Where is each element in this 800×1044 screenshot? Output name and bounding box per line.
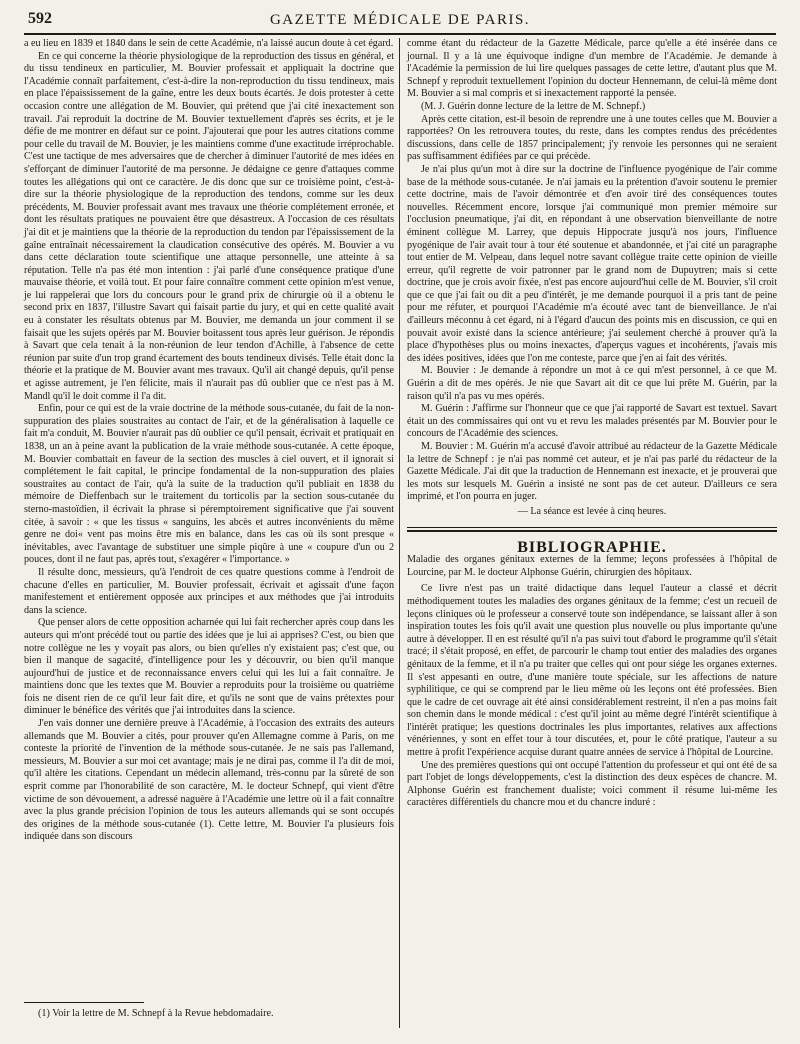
paragraph: comme étant du rédacteur de la Gazette Médicale, parce qu'elle a été insérée dans ce journal. Il y a là une équivoque indigne d'un membre de l'Académie. Je demande à l'Académie la permission de lui lire quelques passages de cette lettre, d'autant plus que M. Schnepf y reproduit textuellement l'opinion du docteur Hennemann, de celui-là même dont M. Bouvier a si mal compris et si inexactement rapporté la pensée. [407,38,777,100]
paragraph: M. Bouvier : Je demande à répondre un mot à ce qui m'est personnel, à ce que M. Guérin a dit de mes opérés. Je nie que Savart ait dit ce que lui prête M. Guérin, par la raison qu'il n'a pas vu mes opérés. [407,365,777,402]
bibliography-heading: BIBLIOGRAPHIE. [517,538,667,556]
paragraph: Que penser alors de cette opposition acharnée qui lui fait rechercher après coup dans les auteurs qui m'ont précédé tout ou partie des idées que je lui ai apprises? C'est, ou bien que notre collègue ne les y voyait pas alors, ou bien qu'elles n'y existaient pas; c'est que, ou bien il manque de sagacité, d'intelligence pour les y découvrir, ou bien qu'il manque aujourd'hui de justice et de reconnaissance envers celui qui les lui a fait connaître. Je maintiens donc que les textes que M. Bouvier a reproduits pour la troisième ou quatrième fois ne disent rien de ce qu'il leur fait dire, et qu'ils ne sont que de vains prétextes pour diminuer le bénéfice des vérités que j'ai introduites dans la science. [24,617,394,717]
header-rule [24,33,776,35]
footnote-rule [24,1002,144,1003]
paragraph: J'en vais donner une dernière preuve à l'Académie, à l'occasion des extraits des auteurs allemands que M. Bouvier a cités, pour prouver qu'en Allemagne comme à Paris, on me conteste la priorité de l'invention de la méthode sous-cutanée. Je ne sais pas l'allemand, messieurs, M. Bouvier a sur moi cet avantage; mais je ne dirai pas, comme il l'a dit de moi, qu'il altère les citations. Cependant un médecin allemand, très-connu par la sûreté de son esprit comme par l'honorabilité de son caractère, M. le docteur Schnepf, qui vient d'être victime de son dévouement, a adressé naguère à l'Académie une lettre où il a fait connaître avec la plus grande précision l'opinion de tous les auteurs allemands qui se sont occupés des origines de la méthode sous-cutanée (1). Cette lettre, M. Bouvier l'a plusieurs fois indiquée dans son discours [24,718,394,843]
paragraph: a eu lieu en 1839 et 1840 dans le sein de cette Académie, n'a laissé aucun doute à cet égard. [24,38,394,49]
paragraph: En ce qui concerne la théorie physiologique de la reproduction des tissus en général, et du tissu tendineux en particulier, M. Bouvier professait et appliquait la doctrine que l'Académie connaît parfaitement, c'est-à-dire la non-reproduction du tissu tendineux, mais en place l'épaississement de la gaîne, entre les deux bouts écartés. Je dois protester à cette occasion contre une allégation de M. Bouvier, qui prétend que j'ai cité inexactement son travail. J'ai reproduit la doctrine de M. Bouvier textuellement d'après ses écrits, et je le défie de me montrer en défaut sur ce point. J'ajouterai que pour les autres citations comme pour celle du travail de M. Bouvier, je les maintiens comme d'une exactitude irréprochable. C'est une tactique de mes adversaires que de chercher à diminuer l'autorité de mes idées en s'efforçant de diminuer l'autorité de ma personne. Je dédaigne ce genre d'attaques comme toutes les allégations qui ont ce caractère. Je dis donc que sur ce troisième point, c'est-à-dire sur la théorie physiologique de la reproduction des tendons, comme sur les deux précédents, M. Bouvier professait avant mes travaux une théorie complétement erronée, et dont les résultats pratiques ne pouvaient être que désastreux. A l'occasion de ces résultats j'ai dit et je maintiens que la théorie de la reproduction du tendon par l'épaississement de la gaîne entraînait nécessairement la claudication consécutive des opérés. M. Bouvier a vu dans cette déclaration toute scientifique une attaque personnelle, une atteinte à sa réputation. Telle n'a pas été mon intention : j'ai parlé d'une conséquence pratique d'une mauvaise théorie, et voilà tout. Et pour faire connaître comment cette opinion m'est venue, je lui rappelerai que lors du concours pour le grand prix de chirurgie où il a obtenu le second prix en 1837, l'illustre Savart qui faisait partie du jury, et qui en cette qualité avait eu à constater les résultats obtenus par M. Bouvier, me demanda un jour comment il se faisait que les sujets opérés par M. Bouvier boitassent tous après leur guérison. Je répondis à Savart que cela tenait à la non-réunion de leur tendon d'Achille, à l'absence de cette réunion par suite d'un trop grand écartement des bouts tendineux divisés. Telle était donc la théorie et la pratique de M. Bouvier avant mes travaux. Qu'il ait changé depuis, qu'il pense et agisse autrement, je l'en félicite, mais il n'aurait pas dû oublier que ce n'est pas à M. Mandl qu'il le doit comme il l'a dit. [24,50,394,402]
paragraph: Une des premières questions qui ont occupé l'attention du professeur et qui ont été de sa part l'objet de longs développements, c'est la distinction des deux espèces de chancre. M. Alphonse Guérin est franchement dualiste; voici comment il résume lui-même les caractères différentiels du chancre mou et du chancre induré : [407,759,777,809]
column-divider [399,38,400,1028]
section-rule-double [407,530,777,532]
paragraph: (M. J. Guérin donne lecture de la lettre de M. Schnepf.) [421,100,646,112]
page-header [24,8,776,32]
paragraph: Enfin, pour ce qui est de la vraie doctrine de la méthode sous-cutanée, du fait de la non-suppuration des plaies soustraites au contact de l'air, et de la généralisation à laquelle ce fait m'a conduit, M. Bouvier n'aurait pas dû oublier ce qu'il pensait, écrivait et pratiquait en 1838, un an à peine avant la publication de la vraie méthode sous-cutanée. A cette époque, M. Bouvier combattait en faveur de la section des muscles à ciel ouvert, et il ignorait si complétement le fait capital, le principe fondamental de la non-suppuration des plaies soustraites au contact de l'air, qu'à la suite de la traduction qu'il publiait en 1838 du mémoire de Dieffenbach sur le traitement du torticolis par la section sous-cutanée du sterno-mastoïdien, il écrivait la phrase si péremptoirement significative que j'ai souvent citée, à savoir : « que les tissus « sanguins, les abcès et autres inconvénients du même genre ne doi« vent pas moins être mis en balance, dans les cas où ils sont presque « inévitables, avec l'avantage de substituer une simple piqûre à une « coupure d'un ou 2 pouces, dont il ne faut pas, après tout, s'exagérer « l'importance. » [24,403,394,566]
paragraph: Ce livre n'est pas un traité didactique dans lequel l'auteur a classé et décrit méthodiquement toutes les maladies des organes génitaux de la femme; c'est un recueil de leçons cliniques où le professeur a conservé toute son indépendance, se laissant aller à son inspiration toutes les fois qu'il avait une question plus nouvelle ou plus importante qu'une autre à développer. Il en est résulté qu'il n'a pas suivi tout d'abord le programme qu'il s'était tracé; il s'était proposé, en effet, de parcourir le champ tout entier des maladies des organes génitaux de la femme, et il n'a pu traiter que celles qui ont pour siége les organes externes. Il s'est appesanti en outre, d'une manière toute spéciale, sur les affections de nature syphilitique, ce qui se comprend par le lieu même où les leçons ont été professées. Bien que le cadre de cet ouvrage ait été ainsi considérablement restreint, il n'en a pas moins fait son chemin dans le monde médical : c'est qu'il joint au même degré l'intérêt scientifique à l'intérêt pratique; les questions doctrinales les plus importantes, relatives aux affections vénériennes, y sont en effet tour à tour discutées, et, pour le côté pratique, l'auteur a su mettre à profit l'expérience acquise durant quatre années de service à l'hôpital de Lourcine. [407,583,777,759]
paragraph: M. Guérin : J'affirme sur l'honneur que ce que j'ai rapporté de Savart est textuel. Savart était un des commissaires qui ont vu et revu les malades présentés par M. Bouvier pour le concours de l'Académie des sciences. [407,403,777,440]
session-closed-line: — La séance est levée à cinq heures. [517,505,667,517]
page-number: 592 [28,10,52,27]
paragraph: Après cette citation, est-il besoin de reprendre une à une toutes celles que M. Bouvier a rapportées? On les retrouvera toutes, du reste, dans les comptes rendus des précédentes discussions, dans celle de 1857 principalement; j'y renvoie les personnes qui ne seraient pas suffisamment édifiées par ce qui précède. [407,113,777,163]
book-title: Maladie des organes génitaux externes de la femme; leçons professées à l'hôpital de Lourcine, par M. le docteur Alphonse Guérin, chirurgien des hôpitaux. [407,554,777,578]
footnote: (1) Voir la lettre de M. Schnepf à la Revue hebdomadaire. [38,1008,274,1019]
paragraph: M. Bouvier : M. Guérin m'a accusé d'avoir attribué au rédacteur de la Gazette Médicale la lettre de Schnepf : je n'ai pas nommé cet auteur, et je n'ai pas parlé du rédacteur de la Gazette Médicale. J'ai dit que la traduction de Hennemann est inexacte, et je prouverai que les mots sur lesquels M. Guérin a insisté ne sont pas de cet auteur. D'ailleurs ce sera imprimé, et l'on pourra en juger. [407,441,777,503]
left-column [24,38,394,998]
paragraph: Je n'ai plus qu'un mot à dire sur la doctrine de l'influence pyogénique de l'air comme base de la méthode sous-cutanée. Je n'ai jamais eu la prétention d'avoir soutenu le premier cette doctrine, mais de l'avoir démontrée et d'en avoir tiré des conséquences toutes nouvelles. Récemment encore, lorsque j'ai communiqué mon premier mémoire sur l'occlusion pneumatique, j'ai dit, en répondant à une observation bienveillante de notre éminent collègue M. Larrey, que depuis Hippocrate jusqu'à nos jours, l'influence pyogénique de l'air avait tour à tour été soutenue et abandonnée, et j'ai cité un paragraphe tout entier de M. Velpeau, dans lequel notre savant collègue traite cette opinion de vieille erreur, qu'il regrette de voir patronner par le grand nom de Dupuytren; mais si cette doctrine, que je crois avoir fixée, n'est pas encore aujourd'hui celle de M. Bouvier, s'il croit que ce que j'ai fait ou dit a peu d'intérêt, je me demande pourquoi il a pris tant de peine pour me réfuter, et pourquoi l'Académie m'a écouté avec tant de bienveillance. Je n'ai d'ailleurs méconnu à cet égard, ni à l'égard d'aucun des points mis en discussion, ce qui en pouvait avoir existé dans la science antérieure; j'ai seulement cherché à prouver qu'à la place d'hypothèses plus ou moins inexactes, d'aperçus vagues et incohérents, j'avais mis des idées positives, idées que l'on me conteste, parce que j'en ai fait des vérités. [407,163,777,364]
paragraph: Il résulte donc, messieurs, qu'à l'endroit de ces quatre questions comme à l'endroit de chacune d'elles en particulier, M. Bouvier professait, écrivait et agissait d'une façon manifestement et entièrement opposée aux principes et aux méthodes que j'ai introduits dans la science. [24,566,394,616]
right-column [407,38,777,1028]
journal-title: GAZETTE MÉDICALE DE PARIS. [269,12,531,28]
section-rule [407,527,777,528]
